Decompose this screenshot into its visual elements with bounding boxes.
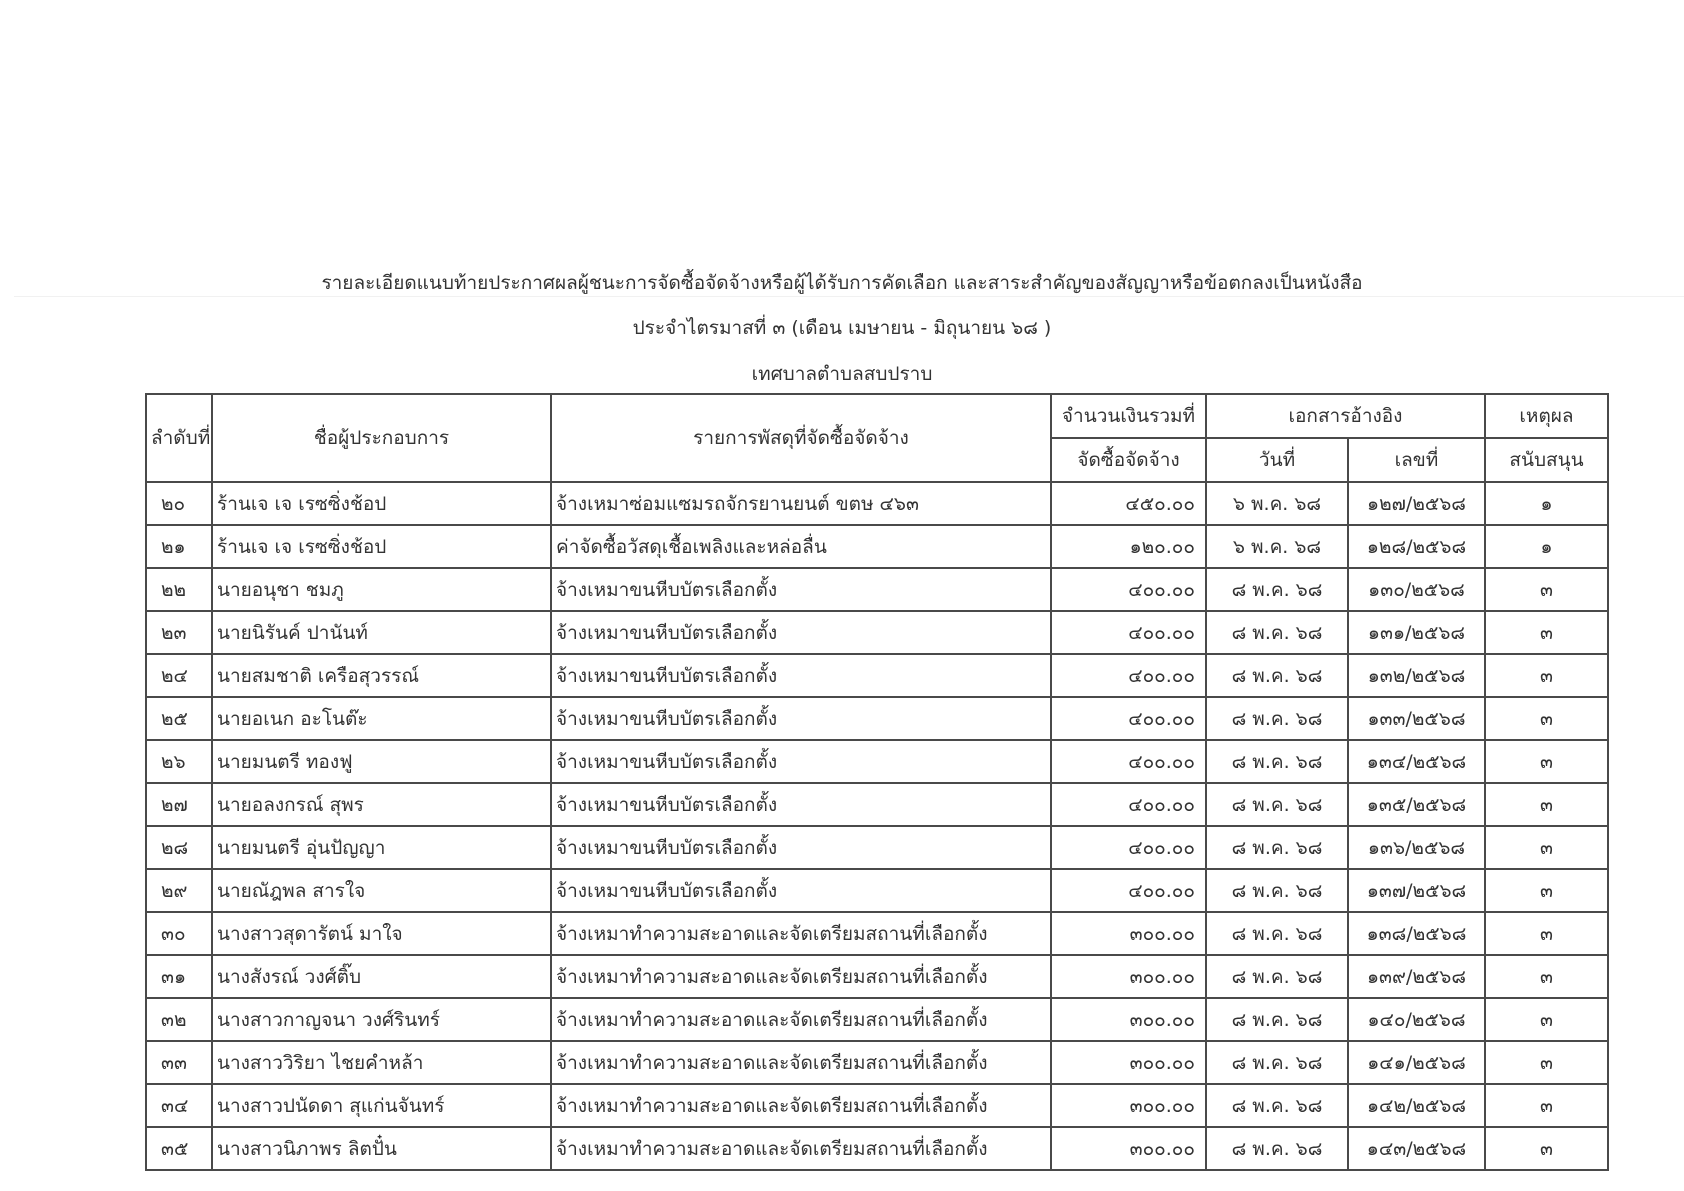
cell-number: ๑๓๖/๒๕๖๘ <box>1348 826 1485 869</box>
table-row <box>146 525 1608 568</box>
cell-vendor: นายนิรันค์ ปานันท์ <box>212 611 551 654</box>
cell-index: ๒๗ <box>146 783 212 826</box>
cell-amount: ๔๐๐.๐๐ <box>1051 783 1206 826</box>
cell-date: ๘ พ.ค. ๖๘ <box>1206 955 1348 998</box>
document-title: รายละเอียดแนบท้ายประกาศผลผู้ชนะการจัดซื้อจัดจ้างหรือผู้ได้รับการคัดเลือก และสาระสำคัญของสัญญาหรือข้อตกลงเป็นหนังสือ <box>321 272 1363 294</box>
header-amount-line1: จำนวนเงินรวมที่ <box>1051 394 1206 438</box>
cell-vendor: นางสาวกาญจนา วงศ์รินทร์ <box>212 998 551 1041</box>
cell-vendor: นางสาวนิภาพร ลิตปั๋น <box>212 1127 551 1170</box>
cell-reason: ๓ <box>1485 1084 1608 1127</box>
cell-index: ๓๑ <box>146 955 212 998</box>
cell-item: จ้างเหมาขนหีบบัตรเลือกตั้ง <box>551 869 1051 912</box>
cell-item: จ้างเหมาซ่อมแซมรถจักรยานยนต์ ขตษ ๔๖๓ <box>551 482 1051 525</box>
header-amount-line2: จัดซื้อจัดจ้าง <box>1051 438 1206 482</box>
cell-reason: ๓ <box>1485 826 1608 869</box>
cell-number: ๑๓๑/๒๕๖๘ <box>1348 611 1485 654</box>
table-row <box>146 998 1608 1041</box>
cell-vendor: นายอเนก อะโนต๊ะ <box>212 697 551 740</box>
cell-date: ๘ พ.ค. ๖๘ <box>1206 998 1348 1041</box>
cell-date: ๘ พ.ค. ๖๘ <box>1206 1127 1348 1170</box>
table-row <box>146 482 1608 525</box>
cell-amount: ๔๐๐.๐๐ <box>1051 869 1206 912</box>
header-index: ลำดับที่ <box>146 394 212 482</box>
table-row <box>146 654 1608 697</box>
cell-reason: ๓ <box>1485 1041 1608 1084</box>
cell-date: ๖ พ.ค. ๖๘ <box>1206 525 1348 568</box>
cell-amount: ๓๐๐.๐๐ <box>1051 1041 1206 1084</box>
cell-number: ๑๔๐/๒๕๖๘ <box>1348 998 1485 1041</box>
cell-amount: ๔๕๐.๐๐ <box>1051 482 1206 525</box>
cell-amount: ๓๐๐.๐๐ <box>1051 955 1206 998</box>
cell-item: จ้างเหมาขนหีบบัตรเลือกตั้ง <box>551 740 1051 783</box>
cell-reason: ๓ <box>1485 654 1608 697</box>
table-row <box>146 568 1608 611</box>
cell-amount: ๓๐๐.๐๐ <box>1051 912 1206 955</box>
cell-amount: ๓๐๐.๐๐ <box>1051 998 1206 1041</box>
cell-amount: ๔๐๐.๐๐ <box>1051 654 1206 697</box>
table-body <box>146 482 1608 1170</box>
cell-item: จ้างเหมาขนหีบบัตรเลือกตั้ง <box>551 697 1051 740</box>
cell-reason: ๓ <box>1485 568 1608 611</box>
cell-item: จ้างเหมาทำความสะอาดและจัดเตรียมสถานที่เลือกตั้ง <box>551 955 1051 998</box>
document-period: ประจำไตรมาสที่ ๓ (เดือน เมษายน - มิถุนายน ๖๘ ) <box>632 317 1052 339</box>
cell-date: ๘ พ.ค. ๖๘ <box>1206 740 1348 783</box>
cell-index: ๓๐ <box>146 912 212 955</box>
cell-index: ๓๔ <box>146 1084 212 1127</box>
cell-date: ๘ พ.ค. ๖๘ <box>1206 611 1348 654</box>
table-row <box>146 826 1608 869</box>
cell-reason: ๓ <box>1485 783 1608 826</box>
cell-date: ๘ พ.ค. ๖๘ <box>1206 654 1348 697</box>
cell-item: ค่าจัดซื้อวัสดุเชื้อเพลิงและหล่อลื่น <box>551 525 1051 568</box>
organization-name: เทศบาลตำบลสบปราบ <box>751 363 933 385</box>
cell-item: จ้างเหมาขนหีบบัตรเลือกตั้ง <box>551 611 1051 654</box>
header-vendor: ชื่อผู้ประกอบการ <box>212 394 551 482</box>
table-row <box>146 869 1608 912</box>
cell-reason: ๓ <box>1485 697 1608 740</box>
cell-date: ๘ พ.ค. ๖๘ <box>1206 1084 1348 1127</box>
cell-item: จ้างเหมาขนหีบบัตรเลือกตั้ง <box>551 568 1051 611</box>
table-row <box>146 1127 1608 1170</box>
cell-vendor: นายมนตรี ทองฟู <box>212 740 551 783</box>
header-date: วันที่ <box>1206 438 1348 482</box>
header-reason-line2: สนับสนุน <box>1485 438 1608 482</box>
table-row <box>146 611 1608 654</box>
cell-amount: ๔๐๐.๐๐ <box>1051 611 1206 654</box>
cell-index: ๓๓ <box>146 1041 212 1084</box>
cell-vendor: นายอลงกรณ์ สุพร <box>212 783 551 826</box>
cell-reason: ๓ <box>1485 611 1608 654</box>
cell-amount: ๓๐๐.๐๐ <box>1051 1127 1206 1170</box>
table-row <box>146 1041 1608 1084</box>
cell-reason: ๓ <box>1485 869 1608 912</box>
cell-date: ๖ พ.ค. ๖๘ <box>1206 482 1348 525</box>
cell-vendor: ร้านเจ เจ เรซซิ่งช้อป <box>212 482 551 525</box>
cell-item: จ้างเหมาทำความสะอาดและจัดเตรียมสถานที่เลือกตั้ง <box>551 1084 1051 1127</box>
cell-number: ๑๓๙/๒๕๖๘ <box>1348 955 1485 998</box>
cell-item: จ้างเหมาขนหีบบัตรเลือกตั้ง <box>551 826 1051 869</box>
table-row <box>146 912 1608 955</box>
cell-vendor: นายมนตรี อุ่นปัญญา <box>212 826 551 869</box>
cell-index: ๒๖ <box>146 740 212 783</box>
table-row <box>146 1084 1608 1127</box>
cell-number: ๑๓๕/๒๕๖๘ <box>1348 783 1485 826</box>
cell-number: ๑๓๔/๒๕๖๘ <box>1348 740 1485 783</box>
cell-number: ๑๓๓/๒๕๖๘ <box>1348 697 1485 740</box>
cell-item: จ้างเหมาทำความสะอาดและจัดเตรียมสถานที่เลือกตั้ง <box>551 1041 1051 1084</box>
cell-reason: ๑ <box>1485 525 1608 568</box>
cell-number: ๑๔๒/๒๕๖๘ <box>1348 1084 1485 1127</box>
cell-date: ๘ พ.ค. ๖๘ <box>1206 783 1348 826</box>
cell-reason: ๑ <box>1485 482 1608 525</box>
table-header <box>146 394 1608 482</box>
header-item: รายการพัสดุที่จัดซื้อจัดจ้าง <box>551 394 1051 482</box>
cell-index: ๒๔ <box>146 654 212 697</box>
table-row <box>146 697 1608 740</box>
cell-index: ๒๒ <box>146 568 212 611</box>
cell-vendor: นายอนุชา ชมภู <box>212 568 551 611</box>
cell-reason: ๓ <box>1485 998 1608 1041</box>
cell-date: ๘ พ.ค. ๖๘ <box>1206 568 1348 611</box>
cell-amount: ๔๐๐.๐๐ <box>1051 697 1206 740</box>
cell-number: ๑๓๗/๒๕๖๘ <box>1348 869 1485 912</box>
cell-index: ๒๕ <box>146 697 212 740</box>
procurement-table <box>145 393 1609 1171</box>
cell-index: ๓๒ <box>146 998 212 1041</box>
cell-vendor: นายสมชาติ เครือสุวรรณ์ <box>212 654 551 697</box>
cell-number: ๑๓๐/๒๕๖๘ <box>1348 568 1485 611</box>
cell-vendor: นายณัฎพล สารใจ <box>212 869 551 912</box>
cell-reason: ๓ <box>1485 955 1608 998</box>
cell-reason: ๓ <box>1485 1127 1608 1170</box>
cell-vendor: นางสาวสุดารัตน์ มาใจ <box>212 912 551 955</box>
header-number: เลขที่ <box>1348 438 1485 482</box>
header-reason-line1: เหตุผล <box>1485 394 1608 438</box>
cell-index: ๒๘ <box>146 826 212 869</box>
cell-index: ๒๑ <box>146 525 212 568</box>
cell-amount: ๓๐๐.๐๐ <box>1051 1084 1206 1127</box>
cell-amount: ๔๐๐.๐๐ <box>1051 568 1206 611</box>
cell-date: ๘ พ.ค. ๖๘ <box>1206 869 1348 912</box>
cell-number: ๑๔๑/๒๕๖๘ <box>1348 1041 1485 1084</box>
header-reference: เอกสารอ้างอิง <box>1206 394 1485 438</box>
cell-index: ๒๓ <box>146 611 212 654</box>
cell-index: ๓๕ <box>146 1127 212 1170</box>
cell-date: ๘ พ.ค. ๖๘ <box>1206 826 1348 869</box>
table-row <box>146 783 1608 826</box>
cell-item: จ้างเหมาขนหีบบัตรเลือกตั้ง <box>551 783 1051 826</box>
cell-date: ๘ พ.ค. ๖๘ <box>1206 912 1348 955</box>
cell-amount: ๔๐๐.๐๐ <box>1051 826 1206 869</box>
cell-item: จ้างเหมาทำความสะอาดและจัดเตรียมสถานที่เลือกตั้ง <box>551 1127 1051 1170</box>
cell-vendor: นางสาววิริยา ไชยคำหล้า <box>212 1041 551 1084</box>
cell-index: ๒๙ <box>146 869 212 912</box>
cell-index: ๒๐ <box>146 482 212 525</box>
cell-number: ๑๒๘/๒๕๖๘ <box>1348 525 1485 568</box>
cell-vendor: นางสังรณ์ วงศ์ติ๊บ <box>212 955 551 998</box>
cell-reason: ๓ <box>1485 912 1608 955</box>
cell-vendor: ร้านเจ เจ เรซซิ่งช้อป <box>212 525 551 568</box>
table-row <box>146 740 1608 783</box>
cell-number: ๑๔๓/๒๕๖๘ <box>1348 1127 1485 1170</box>
cell-amount: ๑๒๐.๐๐ <box>1051 525 1206 568</box>
cell-item: จ้างเหมาขนหีบบัตรเลือกตั้ง <box>551 654 1051 697</box>
table-row <box>146 955 1608 998</box>
cell-vendor: นางสาวปนัดดา สุแก่นจันทร์ <box>212 1084 551 1127</box>
cell-number: ๑๒๗/๒๕๖๘ <box>1348 482 1485 525</box>
cell-reason: ๓ <box>1485 740 1608 783</box>
cell-date: ๘ พ.ค. ๖๘ <box>1206 1041 1348 1084</box>
cell-amount: ๔๐๐.๐๐ <box>1051 740 1206 783</box>
cell-item: จ้างเหมาทำความสะอาดและจัดเตรียมสถานที่เลือกตั้ง <box>551 998 1051 1041</box>
cell-number: ๑๓๒/๒๕๖๘ <box>1348 654 1485 697</box>
cell-item: จ้างเหมาทำความสะอาดและจัดเตรียมสถานที่เลือกตั้ง <box>551 912 1051 955</box>
cell-date: ๘ พ.ค. ๖๘ <box>1206 697 1348 740</box>
cell-number: ๑๓๘/๒๕๖๘ <box>1348 912 1485 955</box>
